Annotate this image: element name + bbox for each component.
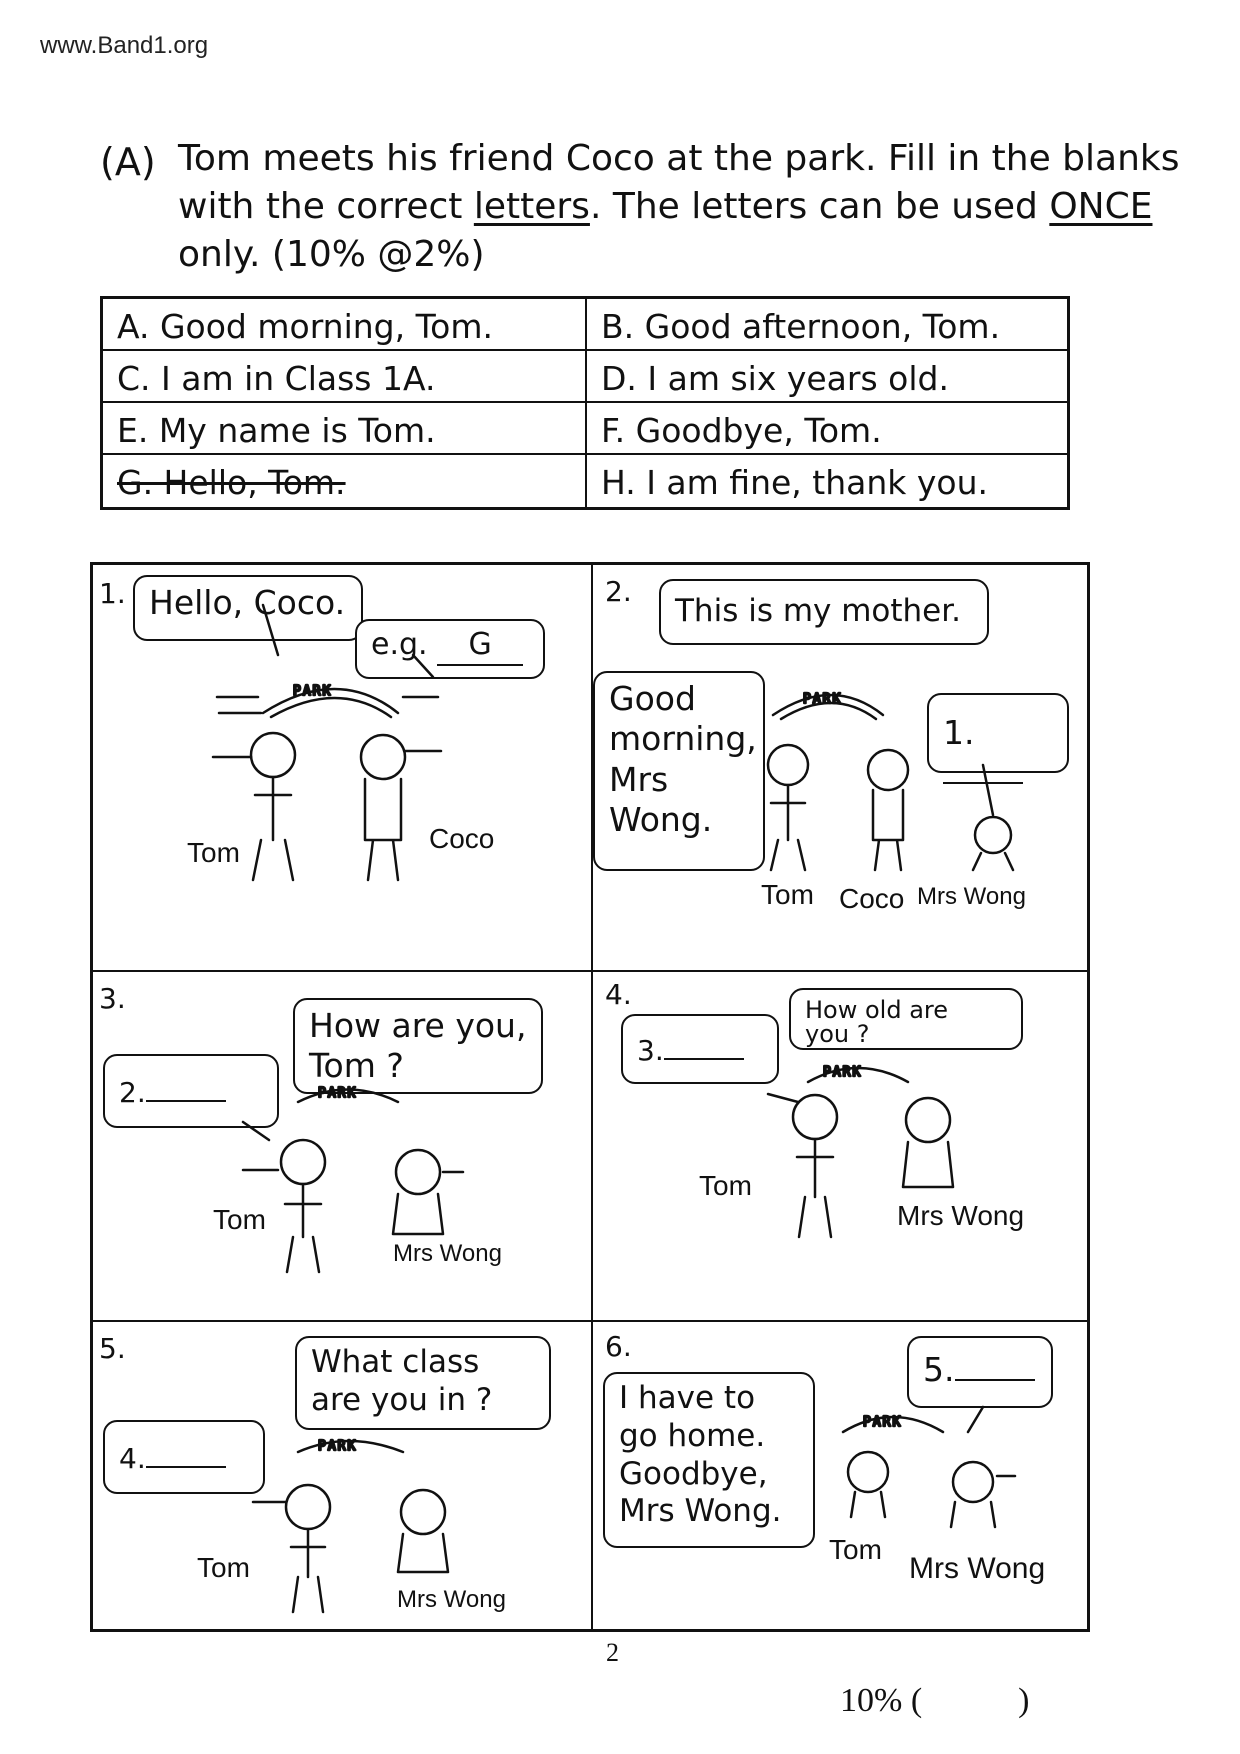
label-tom: Tom bbox=[699, 1170, 752, 1201]
label-mrs-wong: Mrs Wong bbox=[909, 1552, 1046, 1585]
speech-bubble-mrs-wong: What class are you in ? bbox=[295, 1336, 551, 1430]
option-f: F. Goodbye, Tom. bbox=[585, 403, 1067, 455]
instruction-line-1: Tom meets his friend Coco at the park. Fill in the blanks bbox=[178, 138, 1180, 179]
park-scene-illustration bbox=[93, 1322, 593, 1632]
example-bubble-coco: e.g. G bbox=[355, 619, 545, 679]
label-tom: Tom bbox=[187, 837, 240, 868]
underlined-letters: letters bbox=[473, 186, 590, 227]
panel-number: 5. bbox=[99, 1332, 126, 1365]
svg-text:PARK: PARK bbox=[318, 1439, 358, 1454]
option-c: C. I am in Class 1A. bbox=[103, 351, 585, 403]
instruction-line-2: with the correct letters. The letters can be used ONCE bbox=[178, 186, 1153, 227]
panel-5 bbox=[93, 1322, 593, 1632]
speech-bubble-tom: Good morning, Mrs Wong. bbox=[593, 671, 765, 871]
panel-number: 1. bbox=[99, 577, 126, 610]
speech-bubble-mrs-wong: How are you, Tom ? bbox=[293, 998, 543, 1094]
panel-number: 4. bbox=[605, 978, 632, 1011]
park-scene-illustration bbox=[93, 565, 593, 972]
answer-bubble-3: 3. bbox=[621, 1014, 779, 1084]
panel-4 bbox=[593, 972, 1090, 1322]
speech-bubble-tom: Hello, Coco. bbox=[133, 575, 363, 641]
answer-options-table bbox=[100, 296, 1070, 510]
option-e: E. My name is Tom. bbox=[103, 403, 585, 455]
label-mrs-wong: Mrs Wong bbox=[393, 1240, 502, 1267]
label-mrs-wong: Mrs Wong bbox=[917, 883, 1026, 910]
svg-text:PARK: PARK bbox=[318, 1086, 358, 1101]
label-coco: Coco bbox=[839, 883, 905, 914]
panel-number: 2. bbox=[605, 575, 632, 608]
label-mrs-wong: Mrs Wong bbox=[397, 1586, 506, 1613]
answer-bubble-1: 1. bbox=[927, 693, 1069, 773]
answer-bubble-4: 4. bbox=[103, 1420, 265, 1494]
comic-strip bbox=[90, 562, 1090, 1632]
score-box: 10% ( ) bbox=[840, 1682, 1030, 1719]
label-tom: Tom bbox=[213, 1204, 266, 1235]
example-answer: G bbox=[437, 627, 523, 666]
panel-3 bbox=[93, 972, 593, 1322]
option-h: H. I am fine, thank you. bbox=[585, 455, 1067, 507]
label-tom: Tom bbox=[197, 1552, 250, 1583]
park-scene-illustration bbox=[93, 972, 593, 1322]
park-sign: PARK bbox=[293, 684, 333, 699]
label-coco: Coco bbox=[429, 823, 495, 854]
label-mrs-wong: Mrs Wong bbox=[897, 1200, 1025, 1231]
label-tom: Tom bbox=[761, 879, 814, 910]
option-b: B. Good afternoon, Tom. bbox=[585, 299, 1067, 351]
instruction-line-3: only. (10% @2%) bbox=[178, 234, 485, 275]
panel-number: 6. bbox=[605, 1330, 632, 1363]
speech-bubble-tom: I have to go home. Goodbye, Mrs Wong. bbox=[603, 1372, 815, 1548]
speech-bubble-coco: This is my mother. bbox=[659, 579, 989, 645]
label-tom: Tom bbox=[829, 1534, 882, 1565]
page-number: 2 bbox=[606, 1638, 619, 1667]
panel-6 bbox=[593, 1322, 1090, 1632]
question-label: (A) bbox=[100, 140, 156, 184]
svg-text:PARK: PARK bbox=[823, 1065, 863, 1080]
option-g-crossed-out: G. Hello, Tom. bbox=[117, 463, 346, 502]
site-url: www.Band1.org bbox=[40, 32, 209, 59]
answer-bubble-5: 5. bbox=[907, 1336, 1053, 1408]
panel-2 bbox=[593, 565, 1090, 972]
answer-bubble-2: 2. bbox=[103, 1054, 279, 1128]
panel-number: 3. bbox=[99, 982, 126, 1015]
svg-text:PARK: PARK bbox=[863, 1415, 903, 1430]
svg-text:PARK: PARK bbox=[803, 692, 843, 707]
park-scene-illustration bbox=[593, 972, 1090, 1322]
option-d: D. I am six years old. bbox=[585, 351, 1067, 403]
speech-bubble-mrs-wong: How old are you ? bbox=[789, 988, 1023, 1050]
option-a: A. Good morning, Tom. bbox=[103, 299, 585, 351]
underlined-once: ONCE bbox=[1049, 186, 1153, 227]
panel-1 bbox=[93, 565, 593, 972]
